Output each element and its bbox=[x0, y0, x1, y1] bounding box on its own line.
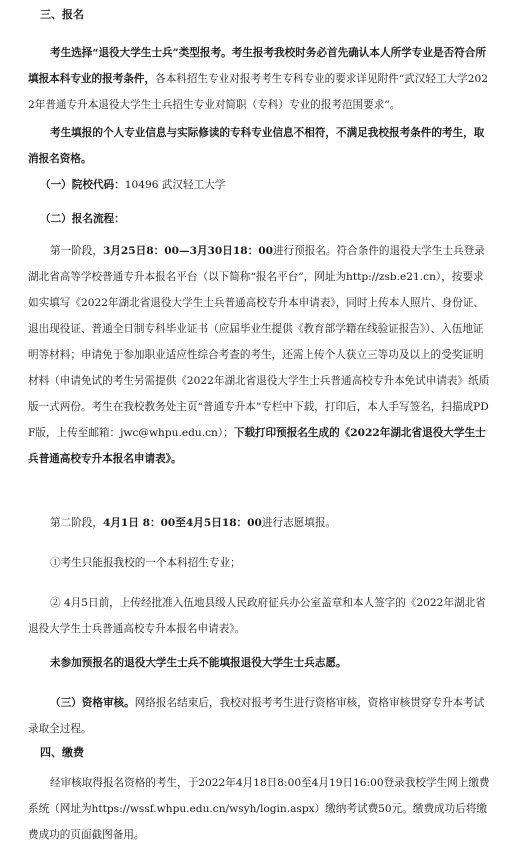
stage-2-item-2: ② 4月5日前，上传经批准入伍地县级人民政府征兵办公室盖章和本人签字的《2022年湖北省退役大学生士兵普通高校专升本报名申请表》。 bbox=[28, 597, 486, 635]
qualification-review-paragraph bbox=[28, 690, 490, 742]
paragraph-1-bold: 考生选择“退役大学生士兵”类型报考。考生报考我校时务必首先确认本人所学专业是否符合所填报本科专业的报考条件， bbox=[28, 47, 486, 85]
stage-2-paragraph bbox=[28, 510, 490, 536]
stage-1-bold-tail: 下载打印预报名生成的《2022年湖北省退役大学生士兵普通高校专升本报名申请表》。 bbox=[28, 427, 486, 465]
stage-2-prefix: 第二阶段， bbox=[50, 517, 103, 529]
section-4-title: 四、缴费 bbox=[40, 746, 84, 759]
warning-note: 未参加预报名的退役大学生士兵不能填报退役大学生士兵志愿。 bbox=[50, 657, 347, 669]
college-code-label: （一）院校代码： bbox=[40, 179, 125, 191]
stage-1-time: 3月25日8：00—3月30日18：00 bbox=[102, 245, 273, 257]
section-3-title: 三、报名 bbox=[40, 8, 84, 21]
stage-2-text: 进行志愿填报。 bbox=[261, 517, 337, 529]
section-3-paragraph-1 bbox=[28, 40, 490, 118]
section-4-paragraph: 经审核取得报名资格的考生，于2022年4月18日8:00至4月19日16:00登录我校学生网上缴费系统（网址为https://wssf.whpu.edu.cn/wsyh/login.aspx）缴纳考试费50元。缴费成功后将缴费成功的页面截图备用。 bbox=[28, 777, 490, 841]
qualification-review-text: 网络报名结束后，我校对报考考生进行资格审核，资格审核贯穿专升本考试录取全过程。 bbox=[28, 697, 485, 735]
registration-process-heading: （二）报名流程： bbox=[40, 213, 125, 225]
stage-1-paragraph bbox=[28, 238, 490, 472]
college-code-line bbox=[40, 172, 502, 198]
qualification-review-label: （三）资格审核。 bbox=[50, 697, 135, 709]
paragraph-1-rest: 各本科招生专业对报考考生专科专业的要求详见附件“武汉轻工大学2022年普通专升本退役大学生士兵招生专业对简职（专科）专业的报考范围要求”。 bbox=[28, 73, 488, 111]
section-3-paragraph-2: 考生填报的个人专业信息与实际修读的专科专业信息不相符，不满足我校报考条件的考生，取消报名资格。 bbox=[28, 127, 485, 165]
stage-2-item-1: ①考生只能报我校的一个本科招生专业； bbox=[50, 557, 241, 569]
stage-2-time: 4月1日 8：00至4月5日18：00 bbox=[102, 517, 262, 529]
stage-1-prefix: 第一阶段， bbox=[50, 245, 103, 257]
college-code-value: 10496 武汉轻工大学 bbox=[124, 179, 226, 191]
stage-1-text: 进行预报名。符合条件的退役大学生士兵登录湖北省高等学校普通专升本报名平台（以下简称“报名平台”，网址为http://zsb.e21.cn），按要求如实填写《2022年湖北省退役大学生士兵普通高校专升本申请表》，同时上传本人照片、身份证、退出现役证、普通全日制专科毕业证书（应届毕业生提供《教育部学籍在线验证报告》）、入伍地证明等材料；申请免于参加职业适应性综合考查的考生，还需上传个人获立三等功及以上的受奖证明材料（申请免试的考生另需提供《2022年湖北省退役大学生士兵普通高校专升本免试申请表》纸质版一式两份。考生在我校教务处主页“普通专升本”专栏中下载，打印后，本人手写签名，扫描成PDF版，上传至邮箱：jwc@whpu.edu.cn）； bbox=[28, 245, 490, 439]
